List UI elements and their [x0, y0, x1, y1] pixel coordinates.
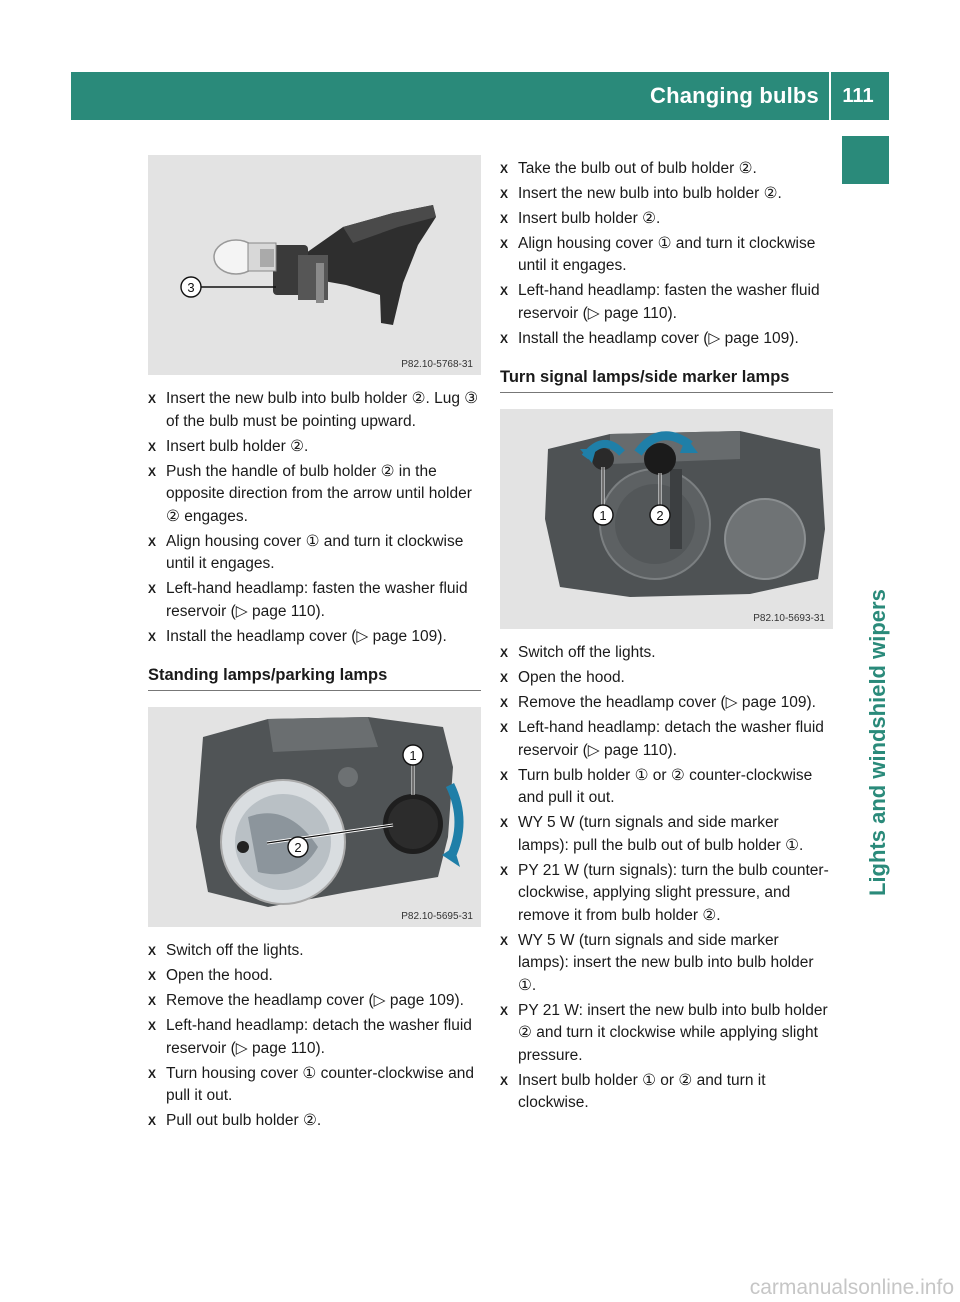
- instruction-step: X Insert bulb holder ① or ② and turn it clockwise.: [500, 1071, 766, 1111]
- step-marker: X: [148, 1019, 157, 1033]
- section-tab: [842, 136, 889, 184]
- instruction-step: X Left-hand headlamp: fasten the washer fluid reservoir (▷ page 110).: [148, 580, 468, 620]
- instruction-step: X Take the bulb out of bulb holder ②.: [500, 158, 833, 181]
- section-heading-turn-signal-lamps: Turn signal lamps/side marker lamps: [500, 368, 833, 393]
- turn-signal-illustration: [500, 409, 833, 629]
- standing-lamps-illustration: [148, 707, 481, 927]
- step-marker: X: [500, 646, 509, 660]
- step-marker: X: [500, 863, 509, 878]
- step-marker: X: [500, 768, 509, 783]
- step-marker: X: [148, 582, 157, 596]
- figure-code: P82.10-5768-31: [401, 359, 473, 370]
- instruction-step: X WY 5 W (turn signals and side marker lamps): insert the new bulb into bulb holder ①.: [500, 931, 814, 994]
- callout-3-label: 3: [187, 280, 195, 295]
- step-marker: X: [500, 331, 509, 346]
- steps-list-right-a: [500, 158, 833, 351]
- instruction-step: X Turn bulb holder ① or ② counter-clockwise and pull it out.: [500, 766, 813, 806]
- instruction-step: X Remove the headlamp cover (▷ page 109).: [500, 692, 833, 715]
- section-heading-standing-lamps: Standing lamps/parking lamps: [148, 666, 481, 691]
- instruction-step: X Remove the headlamp cover (▷ page 109).: [148, 990, 481, 1013]
- page-title: Changing bulbs: [649, 83, 819, 108]
- step-marker: X: [148, 1114, 157, 1128]
- left-column: [148, 155, 481, 1133]
- step-marker: X: [500, 1073, 509, 1088]
- standing-lamps-figure: [148, 707, 481, 927]
- instruction-step: X Left-hand headlamp: detach the washer fluid reservoir (▷ page 110).: [500, 719, 824, 759]
- instruction-step: X Switch off the lights.: [148, 940, 481, 963]
- instruction-step: X Align housing cover ① and turn it clockwise until it engages.: [500, 234, 816, 274]
- header-divider: [829, 72, 831, 120]
- instruction-step: X Left-hand headlamp: fasten the washer fluid reservoir (▷ page 110).: [500, 282, 820, 322]
- step-marker: X: [148, 439, 157, 454]
- step-marker: X: [148, 994, 157, 1008]
- steps-list-left-b: [148, 940, 481, 1133]
- instruction-step: X Turn housing cover ① counter-clockwise and pull it out.: [148, 1064, 474, 1104]
- instruction-step: X Insert bulb holder ②.: [148, 436, 481, 459]
- page-number: 111: [842, 85, 874, 107]
- instruction-step: X Pull out bulb holder ②.: [148, 1110, 481, 1133]
- figure-code: P82.10-5693-31: [753, 613, 825, 624]
- bulb-holder-illustration: [148, 155, 481, 375]
- step-marker: X: [148, 464, 157, 479]
- page-header: [71, 72, 889, 120]
- callout-2-label: 2: [656, 508, 664, 523]
- instruction-step: X Switch off the lights.: [500, 642, 833, 665]
- instruction-step: X Open the hood.: [148, 965, 481, 988]
- callout-2-label: 2: [294, 840, 302, 855]
- section-sidebar: [842, 128, 889, 1302]
- callout-1-label: 1: [409, 748, 417, 763]
- instruction-step: X WY 5 W (turn signals and side marker lamps): pull the bulb out of bulb holder ①.: [500, 814, 804, 854]
- step-marker: X: [500, 211, 509, 226]
- instruction-step: X Left-hand headlamp: detach the washer fluid reservoir (▷ page 110).: [148, 1017, 472, 1057]
- step-marker: X: [500, 284, 509, 298]
- step-marker: X: [148, 944, 157, 958]
- step-marker: X: [500, 816, 509, 830]
- instruction-step: X Align housing cover ① and turn it clockwise until it engages.: [148, 532, 464, 572]
- callout-1-label: 1: [599, 508, 607, 523]
- step-marker: X: [148, 392, 157, 406]
- step-marker: X: [500, 161, 509, 176]
- step-marker: X: [500, 186, 509, 201]
- instruction-step: X PY 21 W (turn signals): turn the bulb counter-clockwise, applying slight pressure, and remove it from bulb holder ②.: [500, 861, 829, 924]
- turn-signal-figure: [500, 409, 833, 629]
- instruction-step: X PY 21 W: insert the new bulb into bulb holder ② and turn it clockwise while applying slight pressure.: [500, 1001, 828, 1064]
- step-marker: X: [500, 696, 509, 710]
- step-marker: X: [148, 534, 157, 549]
- bulb-holder-figure: [148, 155, 481, 375]
- step-marker: X: [148, 629, 157, 644]
- steps-list-right-b: [500, 642, 833, 1115]
- step-marker: X: [500, 671, 509, 685]
- step-marker: X: [500, 1003, 509, 1018]
- step-marker: X: [500, 933, 509, 948]
- step-marker: X: [500, 236, 509, 251]
- figure-code: P82.10-5695-31: [401, 911, 473, 922]
- section-label: Lights and windshield wipers: [865, 589, 890, 896]
- right-column: [500, 155, 833, 1115]
- watermark: carmanualsonline.info: [749, 1276, 954, 1299]
- instruction-step: X Insert bulb holder ②.: [500, 208, 833, 231]
- instruction-step: X Install the headlamp cover (▷ page 109).: [500, 328, 833, 351]
- instruction-step: X Open the hood.: [500, 667, 833, 690]
- instruction-step: X Insert the new bulb into bulb holder ②.: [500, 183, 833, 206]
- step-marker: X: [500, 721, 509, 735]
- step-marker: X: [148, 969, 157, 983]
- steps-list-left-a: [148, 388, 481, 648]
- instruction-step: X Push the handle of bulb holder ② in the opposite direction from the arrow until holder ② engages.: [148, 462, 472, 525]
- instruction-step: X Install the headlamp cover (▷ page 109).: [148, 626, 481, 649]
- instruction-step: X Insert the new bulb into bulb holder ②. Lug ③ of the bulb must be pointing upward.: [148, 390, 479, 430]
- step-marker: X: [148, 1066, 157, 1081]
